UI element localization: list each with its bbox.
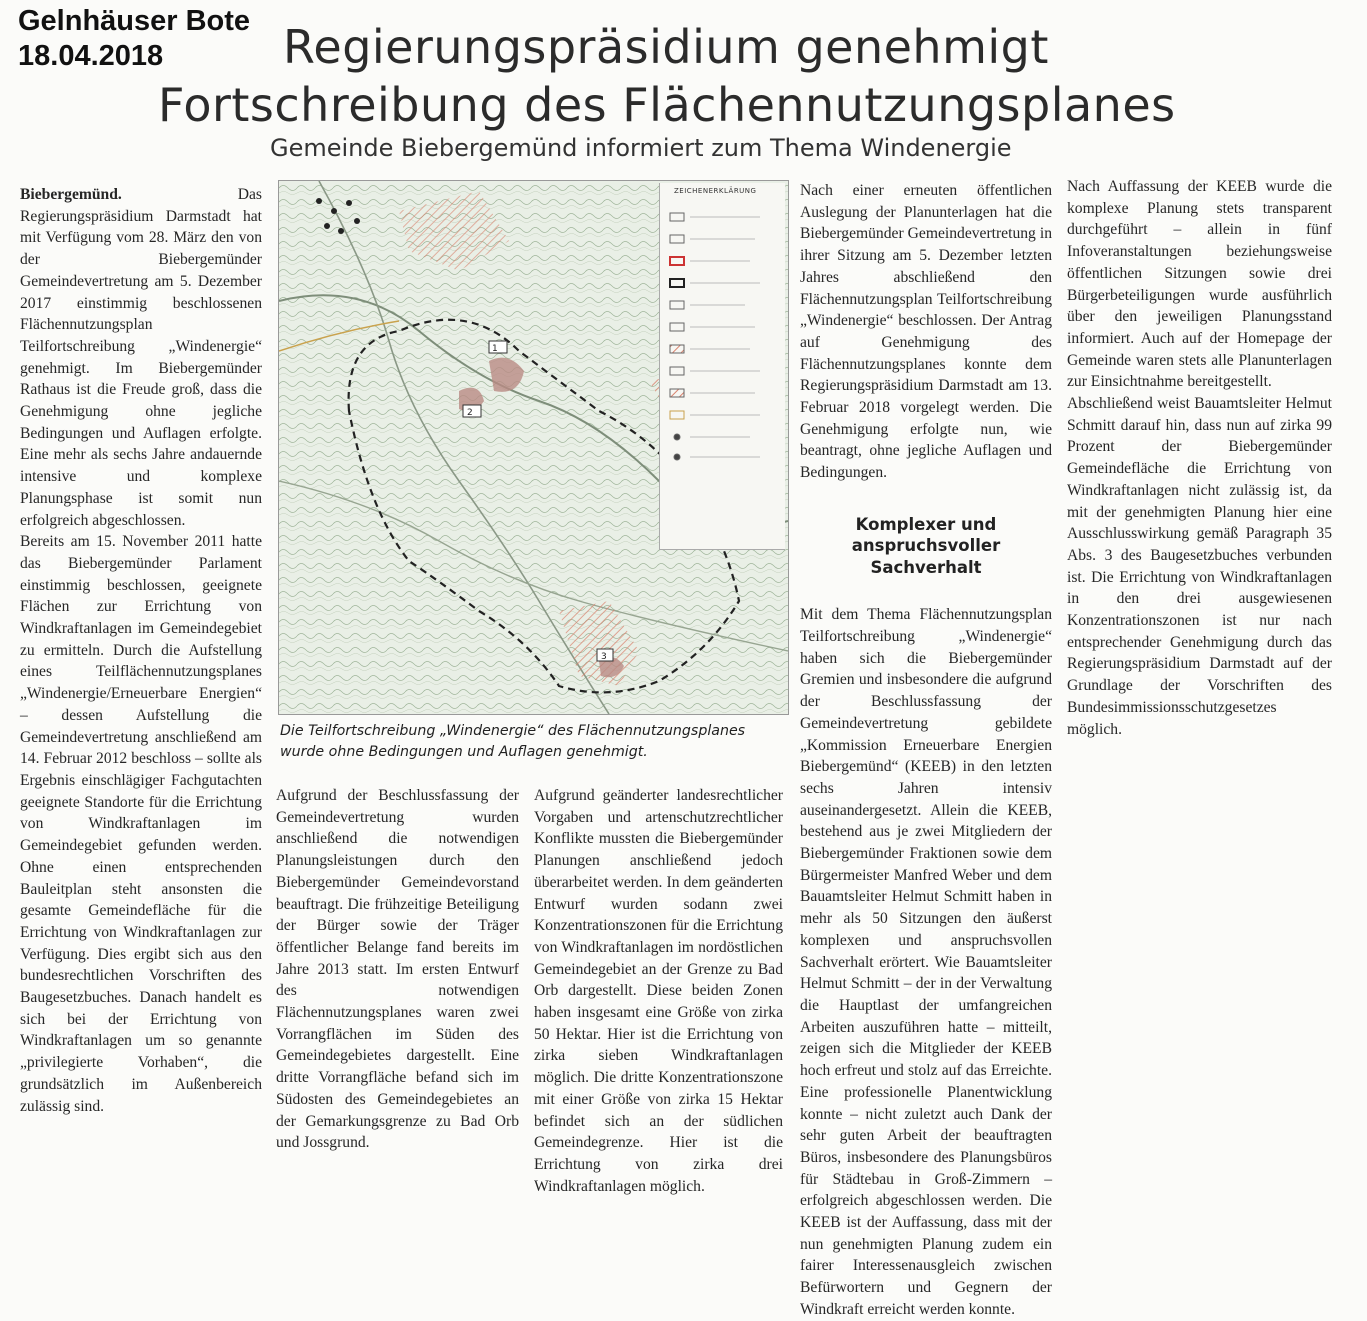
headline-line-2: Fortschreibung des Flächennutzungsplanes (158, 78, 1176, 132)
article-column-3 (534, 785, 783, 1197)
paragraph-5: Nach einer erneuten öffentlichen Auslegung der Planunterlagen hat die Biebergemünder Gemeindevertretung in ihrer Sitzung am 5. Dezember letzten Jahres abschließend den Flächennutzungsplan Teilfortschreibung „Windenergie“ beschlossen. Der Antrag auf Genehmigung des Flächennutzungsplanes konnte dem Regierungspräsidium Darmstadt am 13. Februar 2018 vorgelegt werden. Die Genehmigung erfolgte nun, wie beantragt, ohne jegliche Auflagen und Bedingungen. (800, 182, 1052, 482)
paragraph-8: Abschließend weist Bauamtsleiter Helmut Schmitt darauf hin, dass nun auf zirka 99 Prozent der Biebergemünder Gemeindefläche die Errichtung von Windkraftanlagen nicht zulässig ist, da mit der genehmigten Planung hier eine Ausschlusswirkung gemäß Paragraph 35 Abs. 3 des Baugesetzbuches verbunden ist. Die Errichtung von Windkraftanlagen in den drei ausgewiesenen Konzentrationszonen ist nur nach entsprechender Genehmigung durch das Regierungspräsidium Darmstadt auf der Grundlage der Vorschriften des Bundesimmissionsschutzgesetzes möglich. (1067, 395, 1332, 738)
publication-date: 18.04.2018 (18, 40, 164, 72)
article-column-4 (800, 180, 1052, 1321)
article-column-5 (1067, 176, 1332, 740)
map-caption: Die Teilfortschreibung „Windenergie“ des Flächennutzungsplanes wurde ohne Bedingungen und Auflagen genehmigt. (280, 723, 746, 760)
paragraph-4: Aufgrund geänderter landesrechtlicher Vorgaben und artenschutzrechtlicher Konflikte mussten die Biebergemünder Planungen anschließend jedoch überarbeitet werden. In dem geänderten Entwurf wurden sodann zwei Konzentrationszonen für die Errichtung von Windkraftanlagen im nordöstlichen Gemeindegebiet an der Grenze zu Bad Orb dargestellt. Diese beiden Zonen haben insgesamt eine Größe von zirka 50 Hektar. Hier ist die Errichtung von zirka sieben Windkraftanlagen möglich. Die dritte Konzentrationszone mit einer Größe von zirka 15 Hektar befindet sich an der südlichen Gemeindegrenze. Hier ist die Errichtung von zirka drei Windkraftanlagen möglich. (534, 787, 783, 1195)
zone-label-2: 2 (467, 408, 473, 418)
newspaper-name: Gelnhäuser Bote (18, 5, 251, 37)
legend-title: ZEICHENERKLÄRUNG (674, 187, 757, 195)
subheadline: Gemeinde Biebergemünd informiert zum Thema Windenergie (270, 134, 1012, 162)
headline (158, 18, 1358, 134)
article-column-1 (20, 184, 262, 1117)
legend-symbols (660, 195, 785, 535)
paragraph-2: Bereits am 15. November 2011 hatte das Biebergemünder Parlament einstimmig beschlossen, geeignete Flächen zur Errichtung von Windkraftanlagen im Gemeindegebiet zu ermitteln. Durch die Aufstellung eines Teilflächennutzungsplanes „Windenergie/Erneuerbare Energien“ – dessen Aufstellung die Gemeindevertretung anschließend am 14. Februar 2012 beschloss – sollte als Ergebnis einschlägiger Fachgutachten geeignete Standorte für die Errichtung von Windkraftanlagen im Gemeindegebiet gefunden werden. Ohne einen entsprechenden Bauleitplan steht ansonsten die gesamte Gemeindefläche für die Errichtung von Windkraftanlagen zur Verfügung. Dies ergibt sich aus den bundesrechtlichen Vorschriften des Baugesetzbuches. Danach handelt es sich bei der Errichtung von Windkraftanlagen um so genannte „privilegierte Vorhaben“, die grundsätzlich im Außenbereich zulässig sind. (20, 533, 262, 1115)
paragraph-1: Das Regierungspräsidium Darmstadt hat mit Verfügung vom 28. März den von der Biebergemünder Gemeindevertretung am 5. Dezember 2017 einstimmig beschlossenen Flächennutzungsplan Teilfortschreibung „Windenergie“ genehmigt. Im Biebergemünder Rathaus ist die Freude groß, dass die Genehmigung ohne jegliche Bedingungen und Auflagen erfolgte. Eine mehr als sechs Jahre andauernde intensive und komplexe Planungsphase ist somit nun erfolgreich abgeschlossen. (20, 186, 262, 529)
zone-label-3: 3 (601, 652, 607, 662)
paragraph-3: Aufgrund der Beschlussfassung der Gemeindevertretung wurden anschließend die notwendigen Planungsleistungen durch den Biebergemünder Gemeindevorstand beauftragt. Die frühzeitige Beteiligung der Bürger sowie der Träger öffentlicher Belange fand bereits im Jahre 2013 statt. Im ersten Entwurf des notwendigen Flächennutzungsplanes waren zwei Vorrangflächen im Süden des Gemeindegebietes dargestellt. Eine dritte Vorrangfläche befand sich im Südosten des Gemeindegebietes an der Gemarkungsgrenze zu Bad Orb und Jossgrund. (276, 787, 519, 1152)
lead-paragraph (20, 184, 262, 531)
section-heading: Komplexer und anspruchsvoller Sachverhalt (851, 514, 1001, 577)
dateline: Biebergemünd. (20, 186, 122, 203)
zone-label-1: 1 (492, 344, 498, 354)
map-figure (278, 180, 789, 715)
paragraph-7: Nach Auffassung der KEEB wurde die komplexe Planung stets transparent durchgeführt – allein in fünf Infoveranstaltungen beziehungsweise öffentlichen Sitzungen sowie drei Bürgerbeteiligungen wurde ausführlich über den jeweiligen Planungsstand informiert. Auch auf der Homepage der Gemeinde waren stets alle Planunterlagen zur Einsichtnahme bereitgestellt. (1067, 178, 1332, 391)
article-column-2 (276, 785, 519, 1154)
paragraph-6: Mit dem Thema Flächennutzungsplan Teilfortschreibung „Windenergie“ haben sich die Biebergemünder Gremien und insbesondere die aufgrund der Beschlussfassung der Gemeindevertretung gebildete „Kommission Erneuerbare Energien Biebergemünd“ (KEEB) in den letzten sechs Jahren intensiv auseinandergesetzt. Allein die KEEB, bestehend aus je zwei Mitgliedern der Biebergemünder Fraktionen sowie dem Bürgermeister Manfred Weber und dem Bauamtsleiter Helmut Schmitt haben in mehr als 50 Sitzungen den äußerst komplexen und anspruchsvollen Sachverhalt erörtert. Wie Bauamtsleiter Helmut Schmitt – der in der Verwaltung die Hauptlast der umfangreichen Arbeiten auszuführen hatte – mitteilt, zeigen sich die Mitglieder der KEEB hoch erfreut und stolz auf das Erreichte. Eine professionelle Planentwicklung konnte – nicht zuletzt auch Dank der sehr guten Arbeit der beauftragten Büros, insbesondere des Planungsbüros für Städtebau in Groß-Zimmern – erfolgreich abgeschlossen werden. Die KEEB ist der Auffassung, dass mit der nun genehmigten Planung zudem ein fairer Interessenausgleich zwischen Befürwortern und Gegnern der Windkraft erreicht werden konnte. (800, 606, 1052, 1318)
map-legend (659, 183, 785, 550)
headline-line-1: Regierungspräsidium genehmigt (283, 20, 1049, 74)
